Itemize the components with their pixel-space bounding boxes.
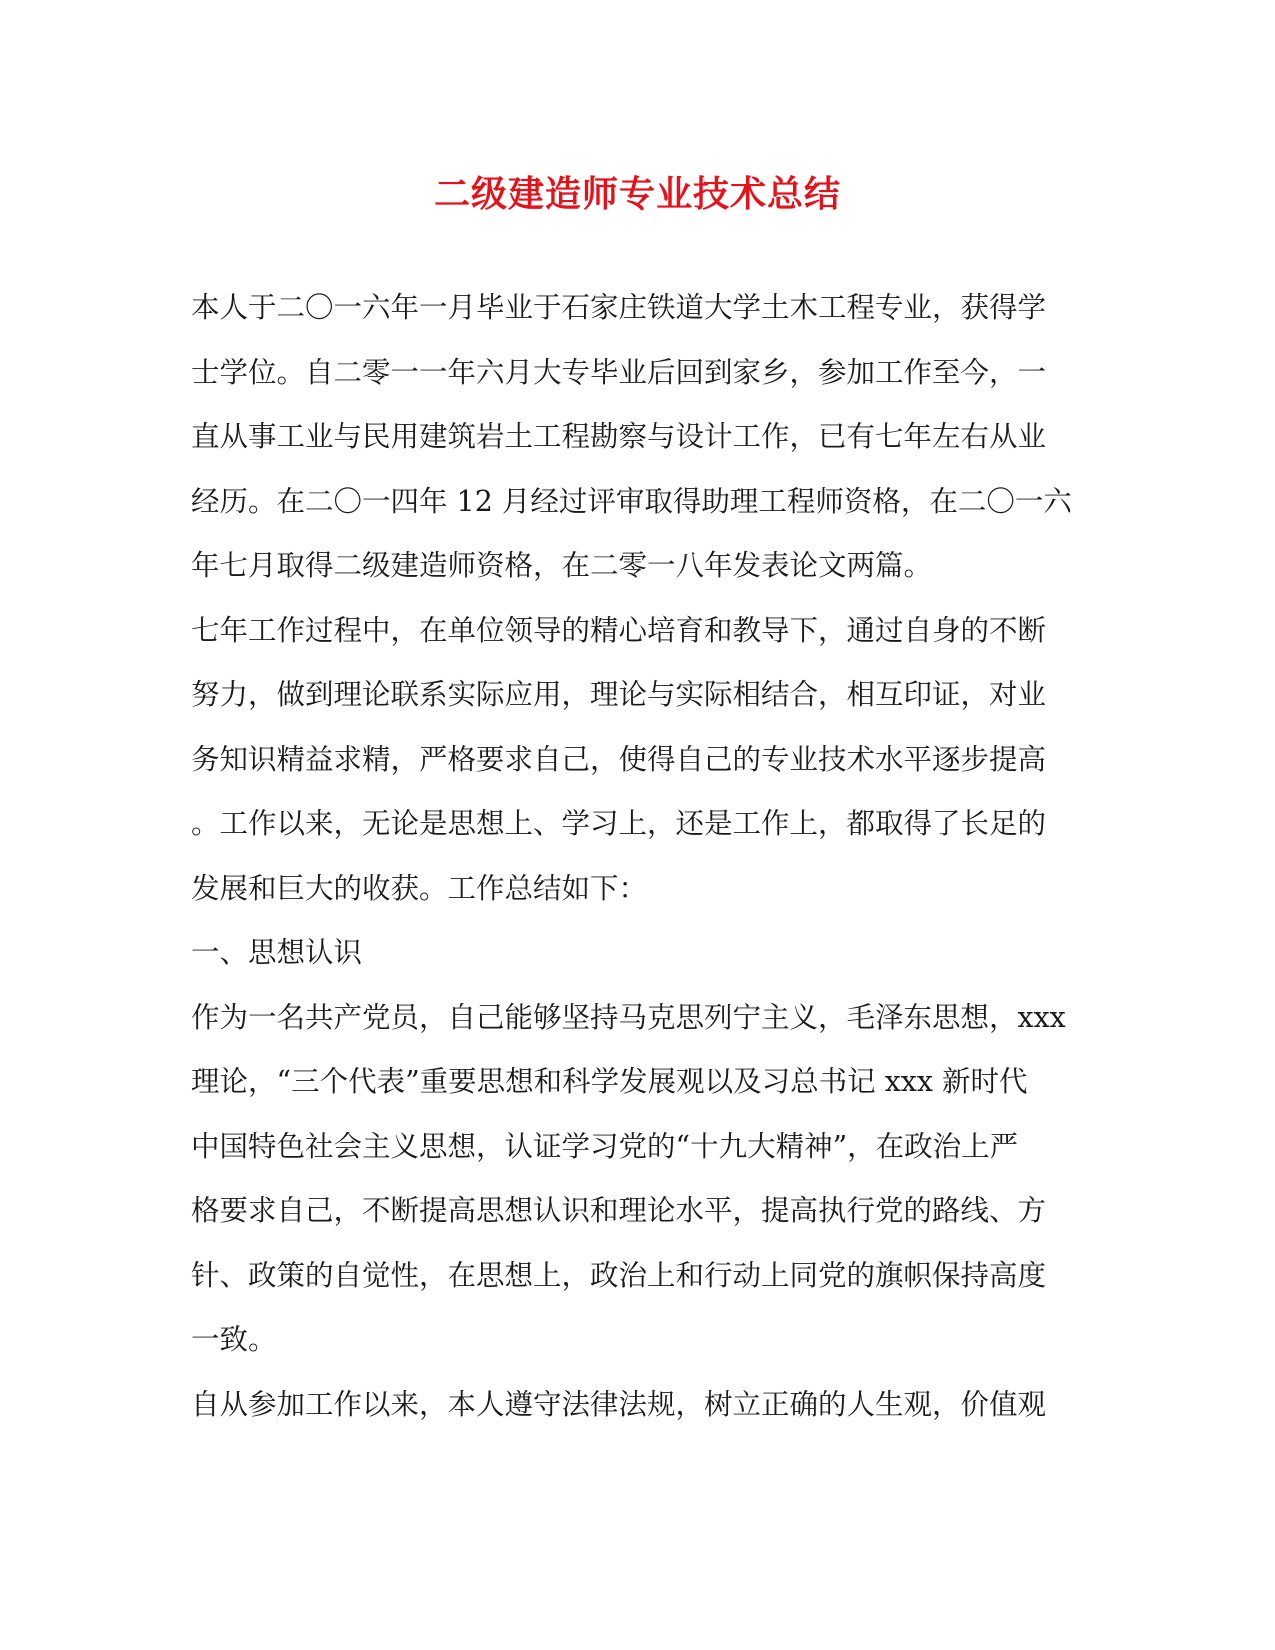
text-line: 发展和巨大的收获。工作总结如下： xyxy=(191,871,648,905)
text-line: 。工作以来，无论是思想上、学习上，还是工作上，都取得了长足的 xyxy=(191,807,1047,840)
text-line: 格要求自己，不断提高思想认识和理论水平，提高执行党的路线、方 xyxy=(191,1194,1047,1227)
text-line: 作为一名共产党员，自己能够坚持马克思列宁主义，毛泽东思想，xxx xyxy=(191,1000,1066,1034)
text-line: 务知识精益求精，严格要求自己，使得自己的专业技术水平逐步提高 xyxy=(191,742,1047,776)
text-line: 士学位。自二零一一年六月大专毕业后回到家乡，参加工作至今，一 xyxy=(191,355,1047,389)
text-line: 七年工作过程中，在单位领导的精心培育和教导下，通过自身的不断 xyxy=(191,613,1047,647)
section-heading: 一、思想认识 xyxy=(191,936,363,969)
text-line: 努力，做到理论联系实际应用，理论与实际相结合，相互印证，对业 xyxy=(191,678,1047,711)
text-line: 理论，“三个代表”重要思想和科学发展观以及习总书记 xxx 新时代 xyxy=(191,1065,1028,1098)
text-line: 自从参加工作以来，本人遵守法律法规，树立正确的人生观，价值观 xyxy=(191,1387,1047,1421)
text-line: 经历。在二〇一四年 12 月经过评审取得助理工程师资格，在二〇一六 xyxy=(191,484,1072,518)
text-line: 中国特色社会主义思想，认证学习党的“十九大精神”，在政治上严 xyxy=(191,1129,1019,1163)
text-line: 直从事工业与民用建筑岩土工程勘察与设计工作，已有七年左右从业 xyxy=(191,420,1047,453)
text-line: 针、政策的自觉性，在思想上，政治上和行动上同党的旗帜保持高度 xyxy=(191,1258,1047,1292)
text-line: 一致。 xyxy=(191,1323,277,1356)
text-line: 本人于二〇一六年一月毕业于石家庄铁道大学土木工程专业，获得学 xyxy=(191,291,1047,324)
page-title: 二级建造师专业技术总结 xyxy=(433,173,841,215)
document-body xyxy=(191,276,1081,1437)
text-line: 年七月取得二级建造师资格，在二零一八年发表论文两篇。 xyxy=(191,549,933,582)
